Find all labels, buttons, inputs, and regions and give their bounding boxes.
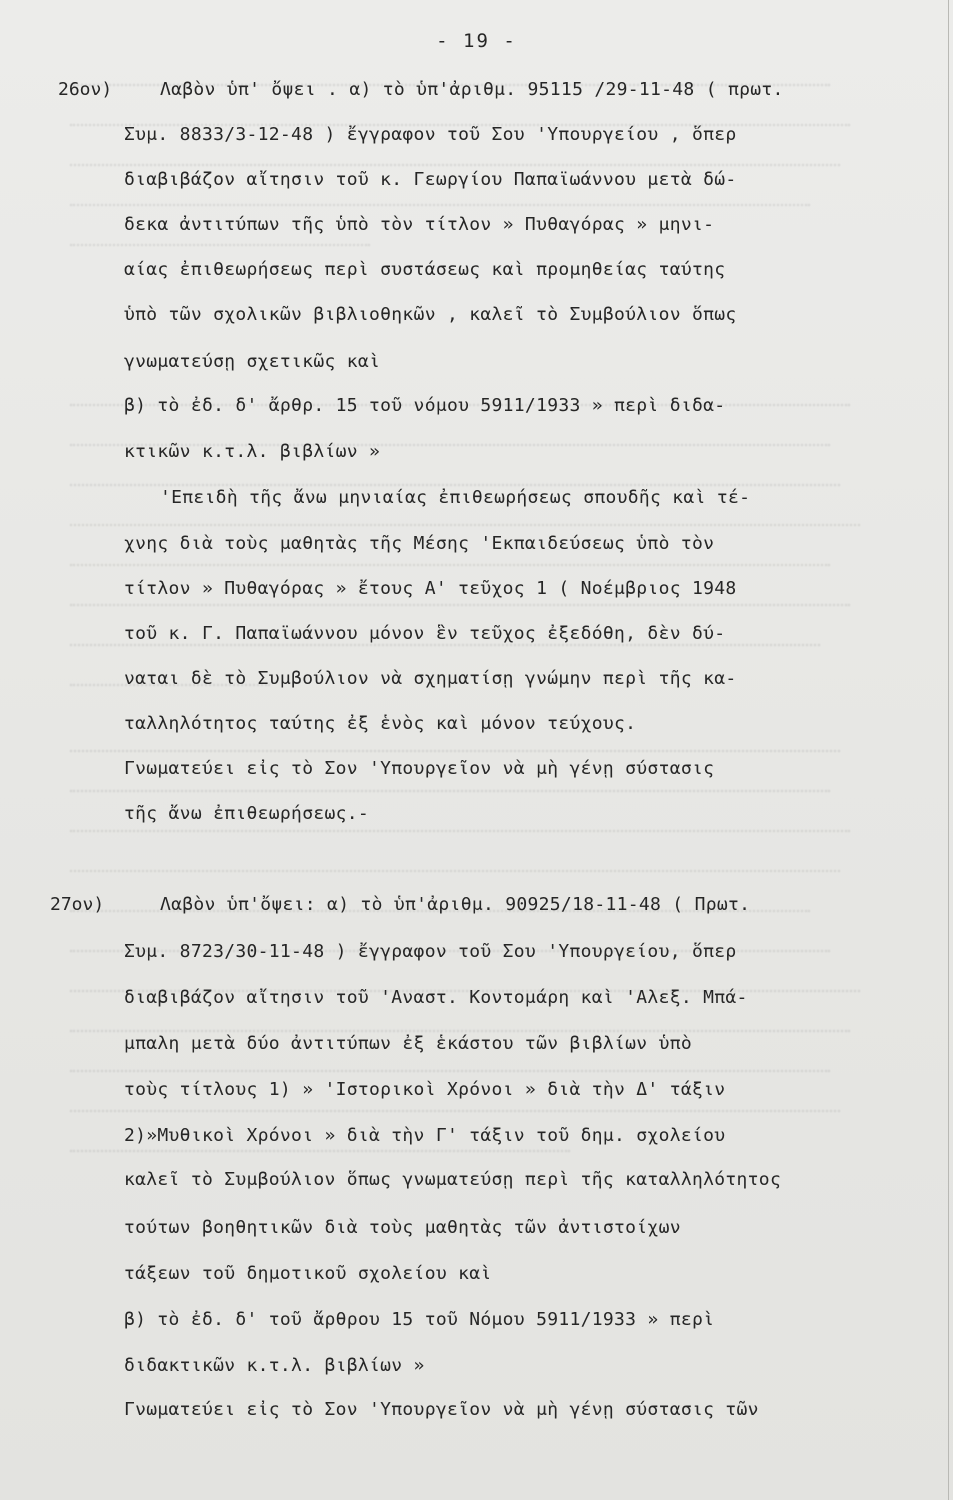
text-line: β) τὸ ἐδ. δ' ἄρθρ. 15 τοῦ νόμου 5911/1933 » περὶ διδα- bbox=[124, 395, 726, 416]
page-edge bbox=[948, 0, 949, 1500]
text-line: τίτλον » Πυθαγόρας » ἔτους Α' τεῦχος 1 ( Νοέμβριος 1948 bbox=[124, 578, 737, 599]
text-line: καλεῖ τὸ Συμβούλιον ὅπως γνωματεύσῃ περὶ τῆς καταλληλότητος bbox=[124, 1169, 782, 1190]
text-line: τῆς ἄνω ἐπιθεωρήσεως.- bbox=[124, 803, 370, 824]
text-line: Λαβὸν ὑπ' ὄψει . α) τὸ ὑπ'ἀριθμ. 95115 /29-11-48 ( πρωτ. bbox=[160, 79, 784, 100]
text-line: διαβιβάζον αἴτησιν τοῦ 'Αναστ. Κοντομάρη καὶ 'Αλεξ. Μπά- bbox=[124, 987, 748, 1008]
text-line: Γνωματεύει εἰς τὸ Σον 'Υπουργεῖον νὰ μὴ γένῃ σύστασις τῶν bbox=[124, 1399, 759, 1420]
text-line: ὑπὸ τῶν σχολικῶν βιβλιοθηκῶν , καλεῖ τὸ Συμβούλιον ὅπως bbox=[124, 304, 737, 325]
text-line: ναται δὲ τὸ Συμβούλιον νὰ σχηματίσῃ γνώμην περὶ τῆς κα- bbox=[124, 668, 737, 689]
text-line: Γνωματεύει εἰς τὸ Σον 'Υπουργεῖον νὰ μὴ γένῃ σύστασις bbox=[124, 758, 715, 779]
section-number: 26ον) bbox=[58, 79, 113, 100]
text-line: διδακτικῶν κ.τ.λ. βιβλίων » bbox=[124, 1355, 425, 1376]
text-line: Λαβὸν ὑπ'ὄψει: α) τὸ ὑπ'ἀριθμ. 90925/18-11-48 ( Πρωτ. bbox=[160, 894, 751, 915]
text-line: ταλληλότητος ταύτης ἐξ ἑνὸς καὶ μόνον τεύχους. bbox=[124, 713, 637, 734]
text-line: αίας ἐπιθεωρήσεως περὶ συστάσεως καὶ προμηθείας ταύτης bbox=[124, 259, 726, 280]
text-line: 2)»Μυθικοὶ Χρόνοι » διὰ τὴν Γ' τάξιν τοῦ δημ. σχολείου bbox=[124, 1125, 726, 1146]
text-line: β) τὸ ἐδ. δ' τοῦ ἄρθρου 15 τοῦ Νόμου 5911/1933 » περὶ bbox=[124, 1309, 715, 1330]
text-line: χνης διὰ τοὺς μαθητὰς τῆς Μέσης 'Εκπαιδεύσεως ὑπὸ τὸν bbox=[124, 533, 715, 554]
text-line: τοῦ κ. Γ. Παπαϊωάννου μόνον ἓν τεῦχος ἐξεδόθη, δὲν δύ- bbox=[124, 623, 726, 644]
text-line: Συμ. 8723/30-11-48 ) ἔγγραφον τοῦ Σου 'Υπουργείου, ὅπερ bbox=[124, 941, 737, 962]
text-line: τοὺς τίτλους 1) » 'Ιστορικοὶ Χρόνοι » διὰ τὴν Δ' τάξιν bbox=[124, 1079, 726, 1100]
text-line: 'Επειδὴ τῆς ἄνω μηνιαίας ἐπιθεωρήσεως σπουδῆς καὶ τέ- bbox=[160, 487, 751, 508]
text-line: τάξεων τοῦ δημοτικοῦ σχολείου καὶ bbox=[124, 1263, 492, 1284]
section-number: 27ον) bbox=[50, 894, 105, 915]
text-line: τούτων βοηθητικῶν διὰ τοὺς μαθητὰς τῶν ἀντιστοίχων bbox=[124, 1217, 681, 1238]
text-line: μπαλη μετὰ δύο ἀντιτύπων ἐξ ἑκάστου τῶν βιβλίων ὑπὸ bbox=[124, 1033, 692, 1054]
text-line: διαβιβάζον αἴτησιν τοῦ κ. Γεωργίου Παπαϊωάννου μετὰ δώ- bbox=[124, 169, 737, 190]
page-number: - 19 - bbox=[436, 30, 517, 52]
text-line: γνωματεύσῃ σχετικῶς καὶ bbox=[124, 351, 381, 372]
text-line: Συμ. 8833/3-12-48 ) ἔγγραφον τοῦ Σου 'Υπουργείου , ὅπερ bbox=[124, 124, 737, 145]
text-line: δεκα ἀντιτύπων τῆς ὑπὸ τὸν τίτλον » Πυθαγόρας » μηνι- bbox=[124, 214, 715, 235]
text-line: κτικῶν κ.τ.λ. βιβλίων » bbox=[124, 441, 381, 462]
